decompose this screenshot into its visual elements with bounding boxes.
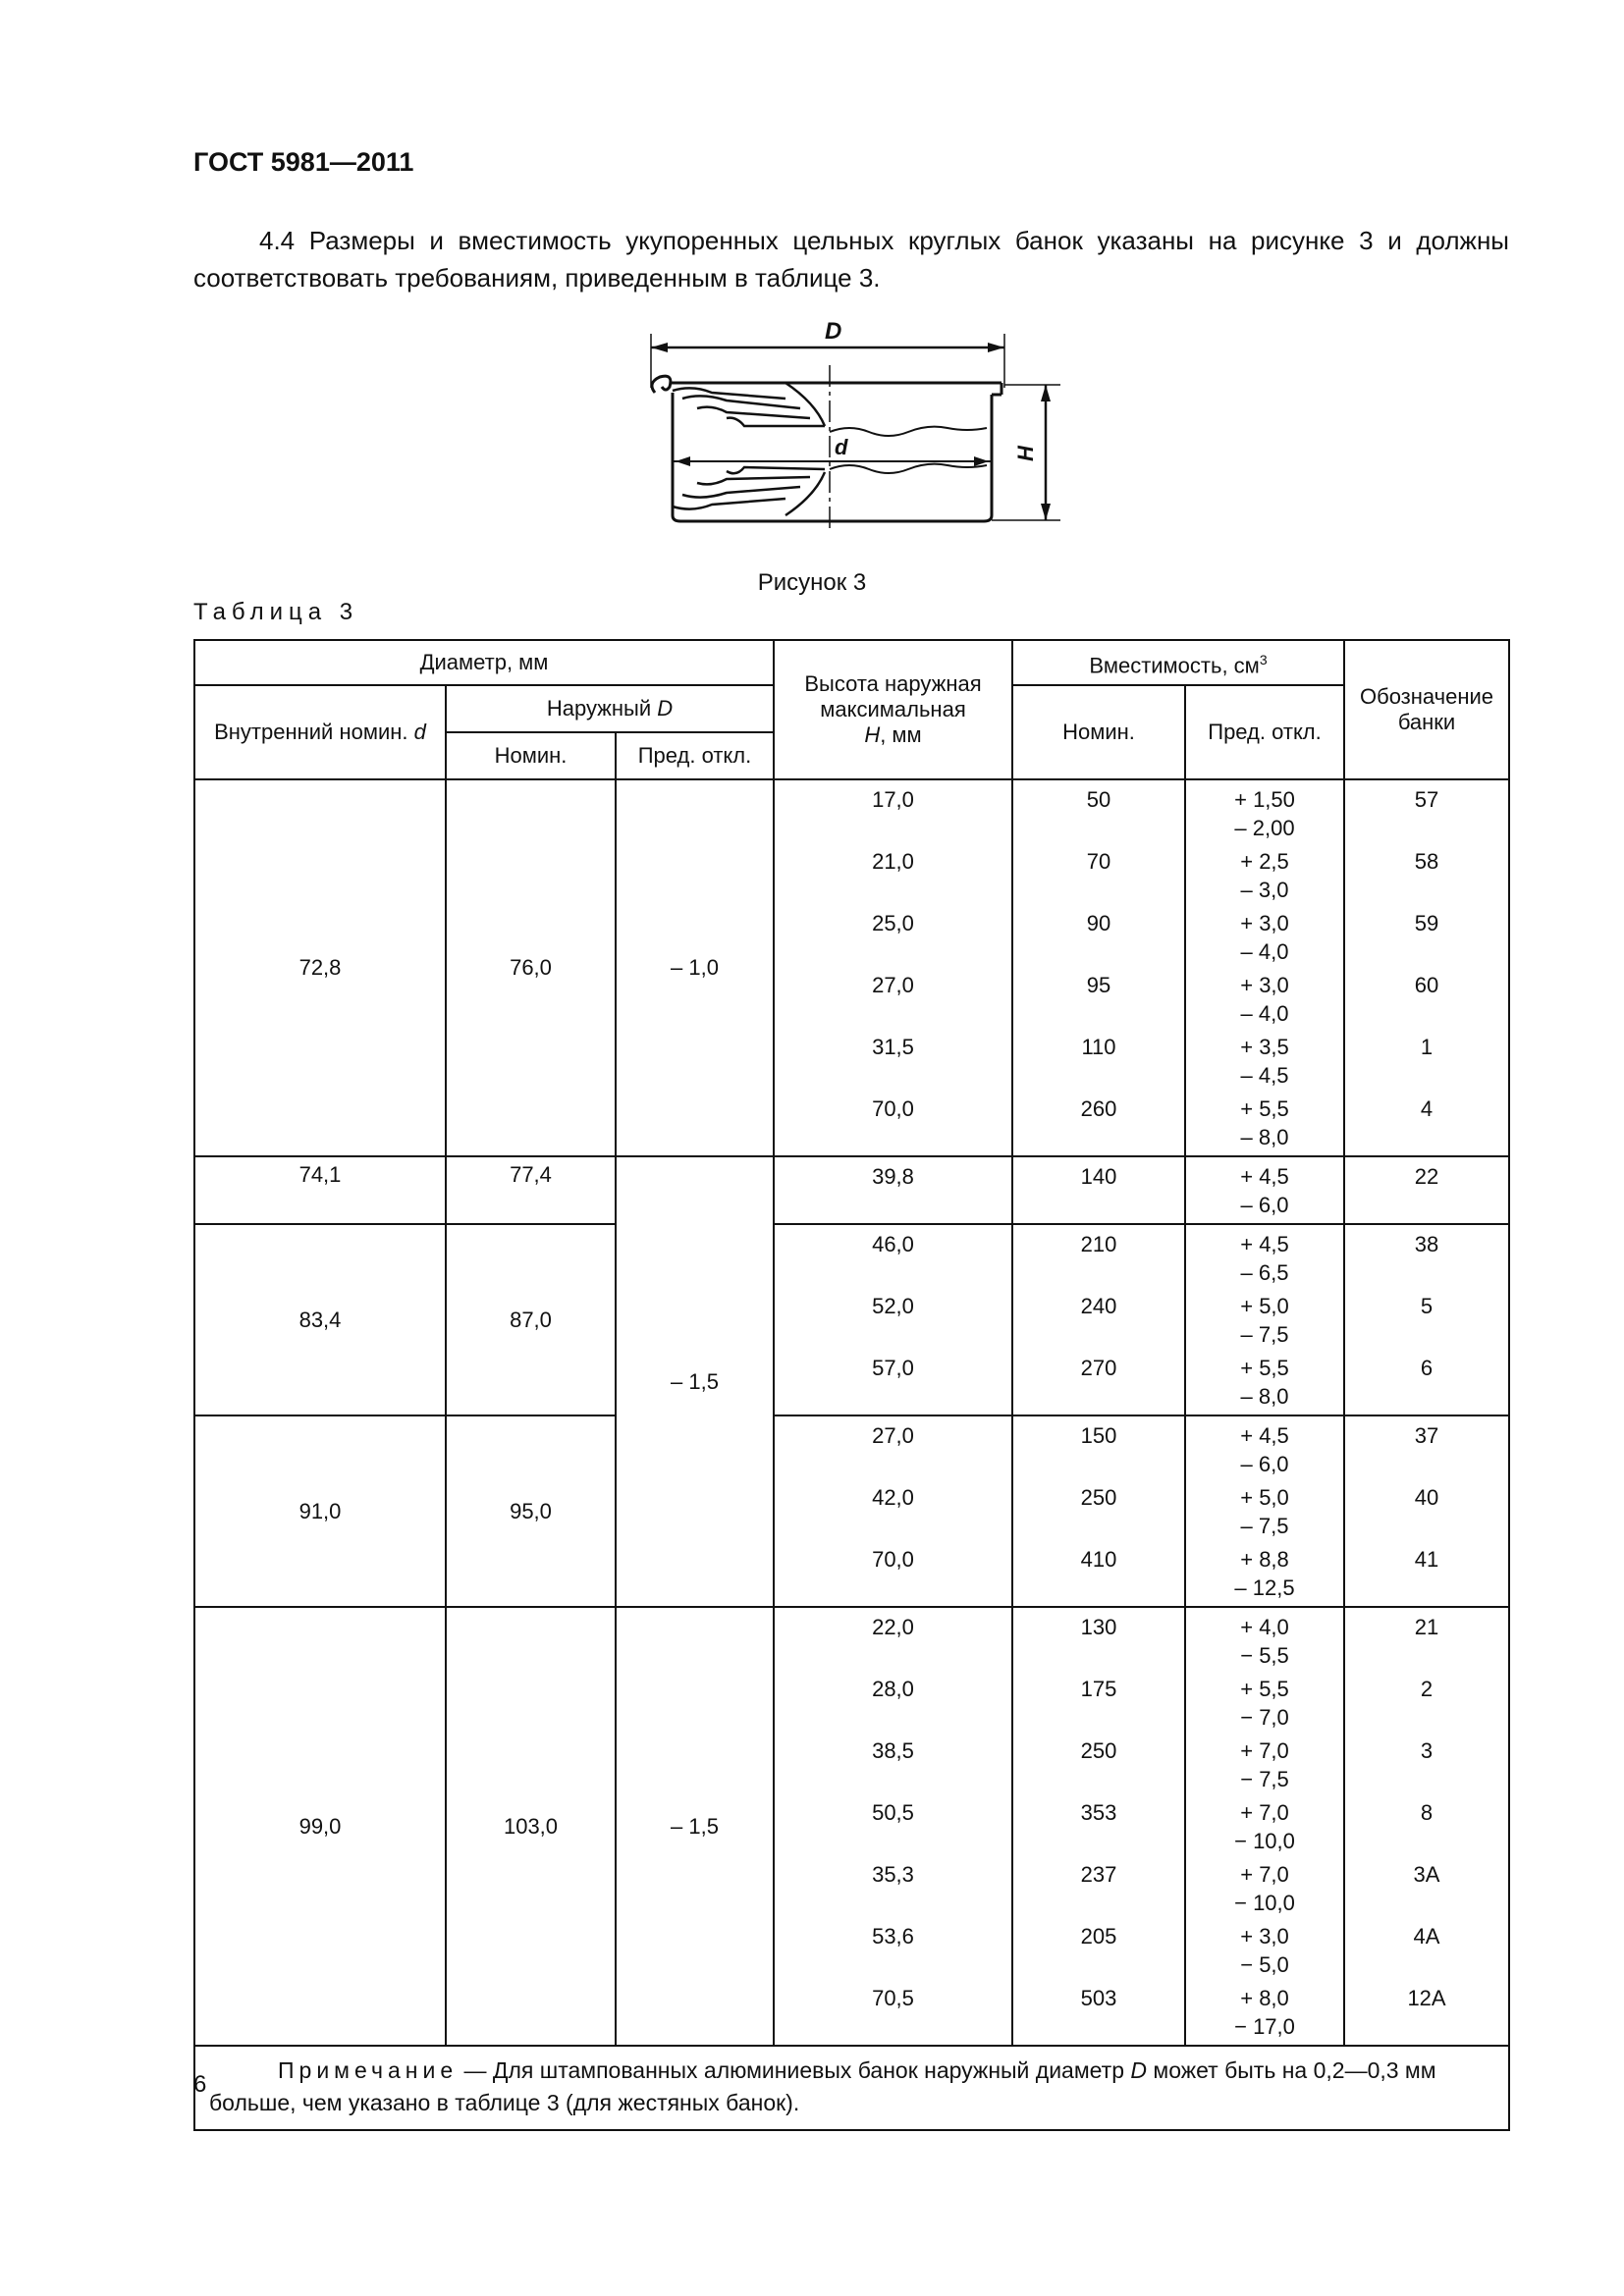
cell-line: 240 [1080, 1294, 1117, 1318]
cell-line: 5 [1420, 1294, 1434, 1318]
cell-line: 70 [1086, 849, 1111, 874]
cell-line: 12А [1407, 1986, 1446, 2010]
tol-up: + 5,5 [1240, 1096, 1289, 1121]
cell-tol [1185, 1607, 1344, 2046]
tol-down: – 6,0 [1240, 1452, 1289, 1476]
cell-line: 57 [1414, 787, 1439, 812]
cell-line: 22,0 [872, 1615, 914, 1639]
tol-up: + 4,5 [1240, 1232, 1289, 1256]
tol-down: – 3,0 [1240, 878, 1289, 902]
table-row [194, 1156, 1509, 1224]
outer-tolerance: – 1,5 [616, 1607, 774, 2046]
cell-line: 70,0 [872, 1547, 914, 1572]
tol-up: + 2,5 [1240, 849, 1289, 874]
cell-line [1186, 1349, 1343, 1415]
cell-line: 3А [1413, 1862, 1440, 1887]
cell-line [1186, 1416, 1343, 1478]
inner-diameter: 83,4 [194, 1224, 446, 1415]
tol-down: − 5,0 [1240, 1952, 1289, 1977]
cell-v [1012, 779, 1185, 1156]
cell-line: 46,0 [872, 1232, 914, 1256]
dimensions-table [193, 639, 1510, 2131]
cell-line [1186, 1793, 1343, 1855]
cell-h [774, 1224, 1012, 1415]
cell-line: 150 [1080, 1423, 1117, 1448]
cell-line: 250 [1080, 1485, 1117, 1510]
cell-line: 4А [1413, 1924, 1440, 1949]
cell-line [1186, 842, 1343, 904]
header-cap-nomin: Номин. [1012, 685, 1185, 779]
cell-line: 17,0 [872, 787, 914, 812]
cell-code [1344, 1156, 1509, 1224]
cell-line: 28,0 [872, 1677, 914, 1701]
cell-line: 410 [1080, 1547, 1117, 1572]
outer-diameter: 87,0 [446, 1224, 616, 1415]
cell-tol [1185, 779, 1344, 1156]
cell-line: 57,0 [872, 1356, 914, 1380]
cell-code [1344, 1224, 1509, 1415]
inner-diameter: 74,1 [194, 1156, 446, 1224]
tol-down: – 6,0 [1240, 1193, 1289, 1217]
cell-line: 2 [1420, 1677, 1434, 1701]
cell-line: 6 [1420, 1356, 1434, 1380]
cell-line: 140 [1080, 1164, 1117, 1189]
tol-up: + 7,0 [1240, 1800, 1289, 1825]
cell-line [1186, 1855, 1343, 1917]
tol-down: – 8,0 [1240, 1125, 1289, 1149]
table-row [194, 779, 1509, 1156]
tol-up: + 5,5 [1240, 1677, 1289, 1701]
header-outer: Наружный D [446, 685, 774, 732]
document-header: ГОСТ 5981—2011 [193, 147, 414, 177]
cell-h [774, 1156, 1012, 1224]
tol-down: – 4,5 [1240, 1063, 1289, 1088]
cell-line: 53,6 [872, 1924, 914, 1949]
cell-line [1186, 1225, 1343, 1287]
cell-line: 38,5 [872, 1738, 914, 1763]
tol-up: + 5,5 [1240, 1356, 1289, 1380]
outer-diameter: 76,0 [446, 779, 616, 1156]
figure-caption: Рисунок 3 [757, 569, 867, 596]
cell-line [1186, 1670, 1343, 1732]
cell-line: 175 [1080, 1677, 1117, 1701]
tol-up: + 3,0 [1240, 973, 1289, 997]
cell-line: 58 [1414, 849, 1439, 874]
cell-line: 110 [1081, 1035, 1116, 1059]
page-number: 6 [193, 2071, 207, 2098]
cell-line: 21 [1414, 1615, 1439, 1639]
outer-tolerance: – 1,0 [616, 779, 774, 1156]
label-d: d [835, 435, 848, 459]
tol-up: + 3,0 [1240, 1924, 1289, 1949]
cell-line: 25,0 [872, 911, 914, 935]
cell-line: 270 [1080, 1356, 1117, 1380]
table-note: Примечание — Для штампованных алюминиевых банок наружный диаметр D может быть на 0,2—0,3 мм больше, чем указано в таблице 3 (для жестяных банок). [194, 2046, 1509, 2130]
tol-down: – 4,0 [1240, 939, 1289, 964]
cell-line: 3 [1420, 1738, 1434, 1763]
tol-down: – 8,0 [1240, 1384, 1289, 1409]
tol-up: + 4,0 [1240, 1615, 1289, 1639]
tol-down: − 10,0 [1234, 1829, 1295, 1853]
cell-line [1186, 1979, 1343, 2045]
cell-line: 4 [1420, 1096, 1434, 1121]
cell-line: 38 [1414, 1232, 1439, 1256]
cell-v [1012, 1607, 1185, 2046]
cell-line: 59 [1414, 911, 1439, 935]
cell-tol [1185, 1415, 1344, 1607]
cell-line: 353 [1080, 1800, 1117, 1825]
outer-diameter: 77,4 [446, 1156, 616, 1224]
label-H: H [1013, 446, 1038, 461]
cell-h [774, 1607, 1012, 2046]
cell-v [1012, 1156, 1185, 1224]
cell-line: 503 [1080, 1986, 1117, 2010]
cell-line [1186, 1732, 1343, 1793]
tol-up: + 4,5 [1240, 1164, 1289, 1189]
cell-line [1186, 1478, 1343, 1540]
tol-up: + 5,0 [1240, 1485, 1289, 1510]
cell-tol [1185, 1224, 1344, 1415]
tol-down: − 7,5 [1240, 1767, 1289, 1791]
cell-line [1186, 966, 1343, 1028]
cell-line: 250 [1080, 1738, 1117, 1763]
cell-line: 50,5 [872, 1800, 914, 1825]
cell-line [1186, 1287, 1343, 1349]
cell-line: 27,0 [872, 973, 914, 997]
tol-up: + 3,0 [1240, 911, 1289, 935]
header-outer-nomin: Номин. [446, 732, 616, 779]
cell-line [1186, 904, 1343, 966]
cell-line [1186, 780, 1343, 842]
header-height: Высота наружная максимальная H, мм [774, 640, 1012, 779]
cell-line [1186, 1090, 1343, 1155]
inner-diameter: 99,0 [194, 1607, 446, 2046]
tol-down: – 7,5 [1240, 1514, 1289, 1538]
inner-diameter: 72,8 [194, 779, 446, 1156]
cell-h [774, 779, 1012, 1156]
header-outer-pred: Пред. откл. [616, 732, 774, 779]
tol-up: + 1,50 [1234, 787, 1295, 812]
cell-line: 35,3 [872, 1862, 914, 1887]
cell-line: 42,0 [872, 1485, 914, 1510]
cell-line: 90 [1086, 911, 1111, 935]
tol-down: − 17,0 [1234, 2014, 1295, 2039]
header-designation: Обозначение банки [1344, 640, 1509, 779]
header-cap-pred: Пред. откл. [1185, 685, 1344, 779]
cell-line [1186, 1157, 1343, 1223]
cell-line: 52,0 [872, 1294, 914, 1318]
tol-up: + 7,0 [1240, 1738, 1289, 1763]
tol-down: – 4,0 [1240, 1001, 1289, 1026]
header-diameter: Диаметр, мм [194, 640, 774, 685]
tol-up: + 8,8 [1240, 1547, 1289, 1572]
section-paragraph: 4.4 Размеры и вместимость укупоренных цельных круглых банок указаны на рисунке 3 и должны соответствовать требованиям, приведенным в таблице 3. [193, 226, 1509, 293]
tol-down: – 12,5 [1234, 1575, 1295, 1600]
tol-down: – 2,00 [1234, 816, 1295, 840]
cell-line: 70,5 [872, 1986, 914, 2010]
tol-down: − 10,0 [1234, 1891, 1295, 1915]
table-row [194, 1415, 1509, 1607]
cell-v [1012, 1415, 1185, 1607]
cell-line: 37 [1414, 1423, 1439, 1448]
cell-line: 60 [1414, 973, 1439, 997]
tol-down: − 5,5 [1240, 1643, 1289, 1668]
table-row [194, 1607, 1509, 2046]
cell-line: 41 [1414, 1547, 1439, 1572]
cell-line: 237 [1080, 1862, 1117, 1887]
cell-line: 50 [1086, 787, 1111, 812]
cell-line: 31,5 [872, 1035, 914, 1059]
cell-line [1186, 1917, 1343, 1979]
cell-line: 8 [1420, 1800, 1434, 1825]
inner-diameter: 91,0 [194, 1415, 446, 1607]
tol-down: – 7,5 [1240, 1322, 1289, 1347]
cell-code [1344, 1607, 1509, 2046]
cell-code [1344, 779, 1509, 1156]
cell-line: 205 [1080, 1924, 1117, 1949]
can-drawing [628, 314, 1080, 530]
cell-v [1012, 1224, 1185, 1415]
cell-line: 70,0 [872, 1096, 914, 1121]
label-D: D [825, 318, 842, 345]
tol-up: + 5,0 [1240, 1294, 1289, 1318]
cell-code [1344, 1415, 1509, 1607]
cell-line [1186, 1028, 1343, 1090]
cell-line: 1 [1420, 1035, 1434, 1059]
outer-diameter: 95,0 [446, 1415, 616, 1607]
tol-down: – 6,5 [1240, 1260, 1289, 1285]
tol-up: + 3,5 [1240, 1035, 1289, 1059]
tol-down: − 7,0 [1240, 1705, 1289, 1730]
cell-line: 21,0 [872, 849, 914, 874]
cell-line: 260 [1080, 1096, 1117, 1121]
cell-line: 22 [1414, 1164, 1439, 1189]
cell-line: 210 [1080, 1232, 1117, 1256]
cell-line [1186, 1540, 1343, 1606]
cell-line: 40 [1414, 1485, 1439, 1510]
outer-diameter: 103,0 [446, 1607, 616, 2046]
cell-tol [1185, 1156, 1344, 1224]
cell-line [1186, 1608, 1343, 1670]
tol-up: + 4,5 [1240, 1423, 1289, 1448]
header-inner: Внутренний номин. d [194, 685, 446, 779]
cell-h [774, 1415, 1012, 1607]
table-row [194, 1224, 1509, 1415]
tol-up: + 8,0 [1240, 1986, 1289, 2010]
cell-line: 27,0 [872, 1423, 914, 1448]
tol-up: + 7,0 [1240, 1862, 1289, 1887]
outer-tolerance: – 1,5 [616, 1156, 774, 1607]
cell-line: 39,8 [872, 1164, 914, 1189]
cell-line: 95 [1086, 973, 1111, 997]
table-caption: Таблица 3 [193, 599, 359, 625]
cell-line: 130 [1080, 1615, 1117, 1639]
header-capacity: Вместимость, $см^3$ [1012, 640, 1344, 685]
